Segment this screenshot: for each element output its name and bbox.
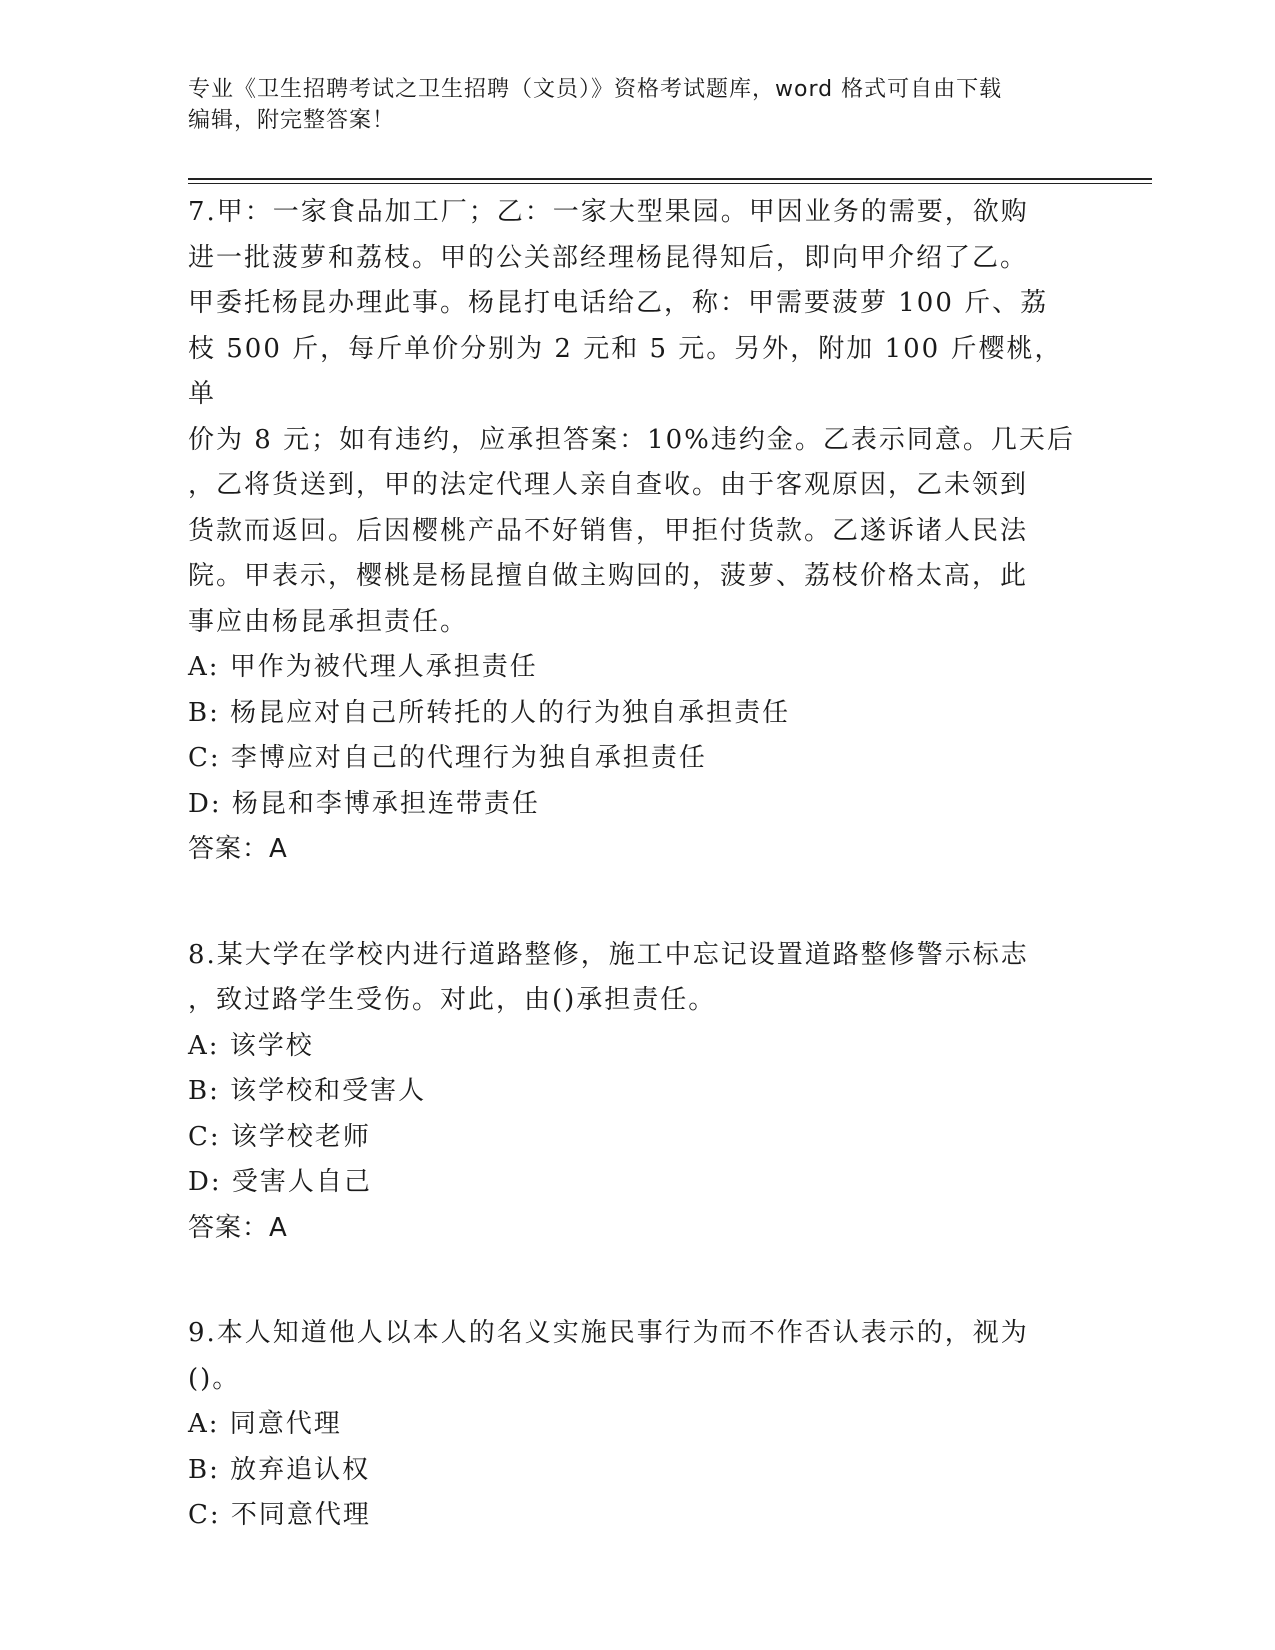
question-8 bbox=[188, 933, 1088, 1252]
question-8-option-b: B: 该学校和受害人 bbox=[188, 1076, 427, 1106]
header-line-1: 专业《卫生招聘考试之卫生招聘（文员）》资格考试题库，word 格式可自由下载 bbox=[188, 77, 1003, 102]
question-9-option-c: C: 不同意代理 bbox=[188, 1500, 371, 1530]
question-7 bbox=[188, 190, 1088, 873]
question-7-stem-line: 价为 8 元；如有违约，应承担答案：10%违约金。乙表示同意。几天后 bbox=[188, 424, 1075, 455]
question-7-option-b: B: 杨昆应对自己所转托的人的行为独自承担责任 bbox=[188, 697, 791, 728]
question-7-stem-line: 进一批菠萝和荔枝。甲的公关部经理杨昆得知后，即向甲介绍了乙。 bbox=[188, 242, 1029, 273]
question-8-answer: 答案：A bbox=[188, 1212, 288, 1243]
question-7-option-d: D: 杨昆和李博承担连带责任 bbox=[188, 788, 540, 819]
question-7-stem-line: 枝 500 斤，每斤单价分别为 2 元和 5 元。另外，附加 100 斤樱桃，单 bbox=[188, 333, 1063, 409]
question-7-option-a: A: 甲作为被代理人承担责任 bbox=[188, 652, 538, 682]
header-line-2: 编辑，附完整答案！ bbox=[188, 108, 396, 133]
question-8-stem-line: ，致过路学生受伤。对此，由()承担责任。 bbox=[188, 985, 717, 1015]
question-7-option-c: C: 李博应对自己的代理行为独自承担责任 bbox=[188, 743, 707, 773]
question-9-option-b: B: 放弃追认权 bbox=[188, 1454, 371, 1485]
question-7-stem-line: 甲委托杨昆办理此事。杨昆打电话给乙，称：甲需要菠萝 100 斤、荔 bbox=[188, 288, 1049, 318]
question-7-stem-line: ，乙将货送到，甲的法定代理人亲自查收。由于客观原因，乙未领到 bbox=[188, 470, 1029, 500]
question-9-option-a: A: 同意代理 bbox=[188, 1409, 342, 1439]
question-7-answer: 答案：A bbox=[188, 834, 288, 864]
question-9-stem-line: 9.本人知道他人以本人的名义实施民事行为而不作否认表示的，视为 bbox=[188, 1318, 1029, 1348]
question-7-stem-line: 货款而返回。后因樱桃产品不好销售，甲拒付货款。乙遂诉诸人民法 bbox=[188, 515, 1029, 546]
question-list bbox=[188, 190, 1088, 1599]
header-divider-thick bbox=[188, 178, 1152, 180]
question-8-option-c: C: 该学校老师 bbox=[188, 1121, 371, 1152]
question-8-option-d: D: 受害人自己 bbox=[188, 1167, 372, 1197]
document-header bbox=[188, 74, 1068, 136]
question-7-stem-line: 7.甲：一家食品加工厂；乙：一家大型果园。甲因业务的需要，欲购 bbox=[188, 197, 1029, 227]
question-9 bbox=[188, 1311, 1088, 1539]
header-divider-thin bbox=[188, 183, 1152, 184]
question-7-stem-line: 院。甲表示，樱桃是杨昆擅自做主购回的，菠萝、荔枝价格太高，此 bbox=[188, 561, 1029, 591]
question-8-option-a: A: 该学校 bbox=[188, 1030, 314, 1061]
question-7-stem-line: 事应由杨昆承担责任。 bbox=[188, 606, 469, 637]
question-8-stem-line: 8.某大学在学校内进行道路整修，施工中忘记设置道路整修警示标志 bbox=[188, 939, 1029, 970]
question-9-stem-line: ()。 bbox=[188, 1363, 241, 1394]
